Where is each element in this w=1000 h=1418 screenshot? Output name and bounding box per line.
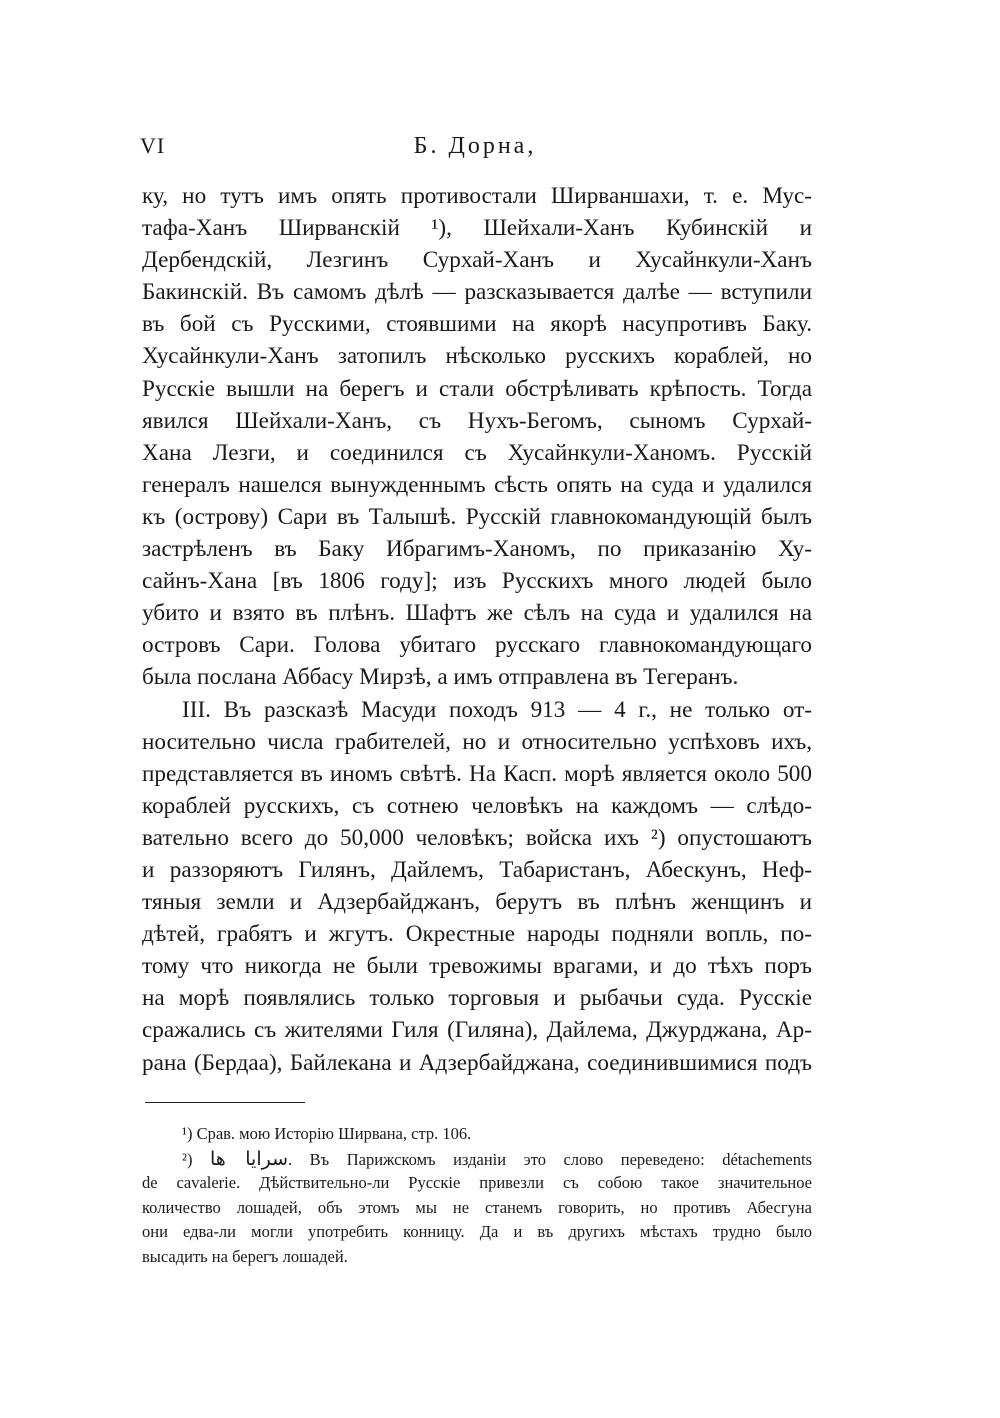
text-line: была послана Аббасу Мирзѣ, а имъ отправлена въ Тегеранъ.: [142, 664, 739, 691]
text-line: рана (Бердаа), Байлекана и Адзербайджана, соединившимися подъ: [142, 1049, 812, 1076]
text-line: сражались съ жителями Гиля (Гиляна), Дайлема, Джурджана, Ар-: [142, 1017, 812, 1044]
text-line: Хусайнкули-Ханъ затопилъ нѣсколько русскихъ кораблей, но: [142, 343, 812, 370]
running-title: Б. Дорна,: [413, 133, 537, 159]
footnote-1: ¹) Срав. мою Исторію Ширвана, стр. 106.: [182, 1124, 472, 1143]
footnotes: [142, 1122, 812, 1270]
text-line: явился Шейхали-Ханъ, съ Нухъ-Бегомъ, сыномъ Сурхай-: [142, 407, 812, 434]
text-line: тяныя земли и Адзербайджанъ, берутъ въ плѣнъ женщинъ и: [142, 889, 812, 916]
footnote-line: de cavalerie. Дѣйствительно-ли Русскіе привезли съ собою такое значительное: [142, 1173, 812, 1193]
footnote-line: высадить на берегъ лошадей.: [142, 1246, 348, 1266]
text-line: дѣтей, грабятъ и жгутъ. Окрестные народы подняли вопль, по-: [142, 921, 812, 948]
text-line: вательно всего до 50,000 человѣкъ; войска ихъ ²) опустошаютъ: [142, 824, 812, 851]
text-line: кораблей русскихъ, съ сотнею человѣкъ на каждомъ — слѣдо-: [142, 792, 812, 819]
text-line: представляется въ иномъ свѣтѣ. На Касп. морѣ является около 500: [142, 760, 812, 787]
text-line: Русскіе вышли на берегъ и стали обстрѣливать крѣпость. Тогда: [142, 375, 812, 402]
footnote-2-first-line: ²) سرايا ها. Въ Парижскомъ изданіи это слово переведено: détachements: [182, 1147, 812, 1170]
text-line: ку, но тутъ имъ опять противостали Ширваншахи, т. е. Мус-: [142, 183, 812, 209]
page-header: [140, 133, 810, 169]
text-line: Бакинскій. Въ самомъ дѣлѣ — разсказывается далѣе — вступили: [142, 279, 812, 306]
text-line: тафа-Ханъ Ширванскій ¹), Шейхали-Ханъ Кубинскій и: [142, 215, 812, 242]
main-text: [142, 180, 812, 1079]
footnote-divider: [145, 1102, 305, 1103]
paragraph-start-line: III. Въ разсказѣ Масуди походъ 913 — 4 г., не только от-: [182, 696, 812, 723]
text-line: Хана Лезги, и соединился съ Хусайнкули-Ханомъ. Русскій: [142, 439, 812, 466]
text-line: къ (острову) Сари въ Талышѣ. Русскій главнокомандующій былъ: [142, 503, 812, 530]
footnote-2-text: Въ Парижскомъ изданіи это слово переведено: détachements: [309, 1149, 812, 1169]
footnote-line: количество лошадей, объ этомъ мы не станемъ говорить, но противъ Абесгуна: [142, 1197, 812, 1217]
page-number: VI: [140, 133, 166, 158]
text-line: на морѣ появлялись только торговыя и рыбачьи суда. Русскіе: [142, 985, 812, 1012]
text-line: сайнъ-Хана [въ 1806 году]; изъ Русскихъ много людей было: [142, 568, 812, 595]
text-line: въ бой съ Русскими, стоявшими на якорѣ насупротивъ Баку.: [142, 311, 812, 338]
text-line: островъ Сари. Голова убитаго русскаго главнокомандующаго: [142, 632, 812, 659]
text-line: тому что никогда не были тревожимы врагами, и до тѣхъ поръ: [142, 953, 812, 980]
text-line: и раззоряютъ Гилянъ, Дайлемъ, Табаристанъ, Абескунъ, Неф-: [142, 856, 812, 883]
text-line: Дербендскій, Лезгинъ Сурхай-Ханъ и Хусайнкули-Ханъ: [142, 247, 812, 274]
footnote-2-marker: ²): [182, 1149, 193, 1169]
arabic-word: سرايا ها: [209, 1147, 288, 1170]
text-line: генералъ нашелся вынужденнымъ сѣсть опять на суда и удалился: [142, 471, 812, 498]
text-line: застрѣленъ въ Баку Ибрагимъ-Ханомъ, по приказанію Ху-: [142, 536, 812, 563]
footnote-line: они едва-ли могли употребить конницу. Да и въ другихъ мѣстахъ трудно было: [142, 1222, 812, 1242]
text-line: носительно числа грабителей, но и относительно успѣховъ ихъ,: [142, 728, 812, 755]
text-line: убито и взято въ плѣнъ. Шафтъ же сѣлъ на суда и удалился на: [142, 600, 812, 627]
